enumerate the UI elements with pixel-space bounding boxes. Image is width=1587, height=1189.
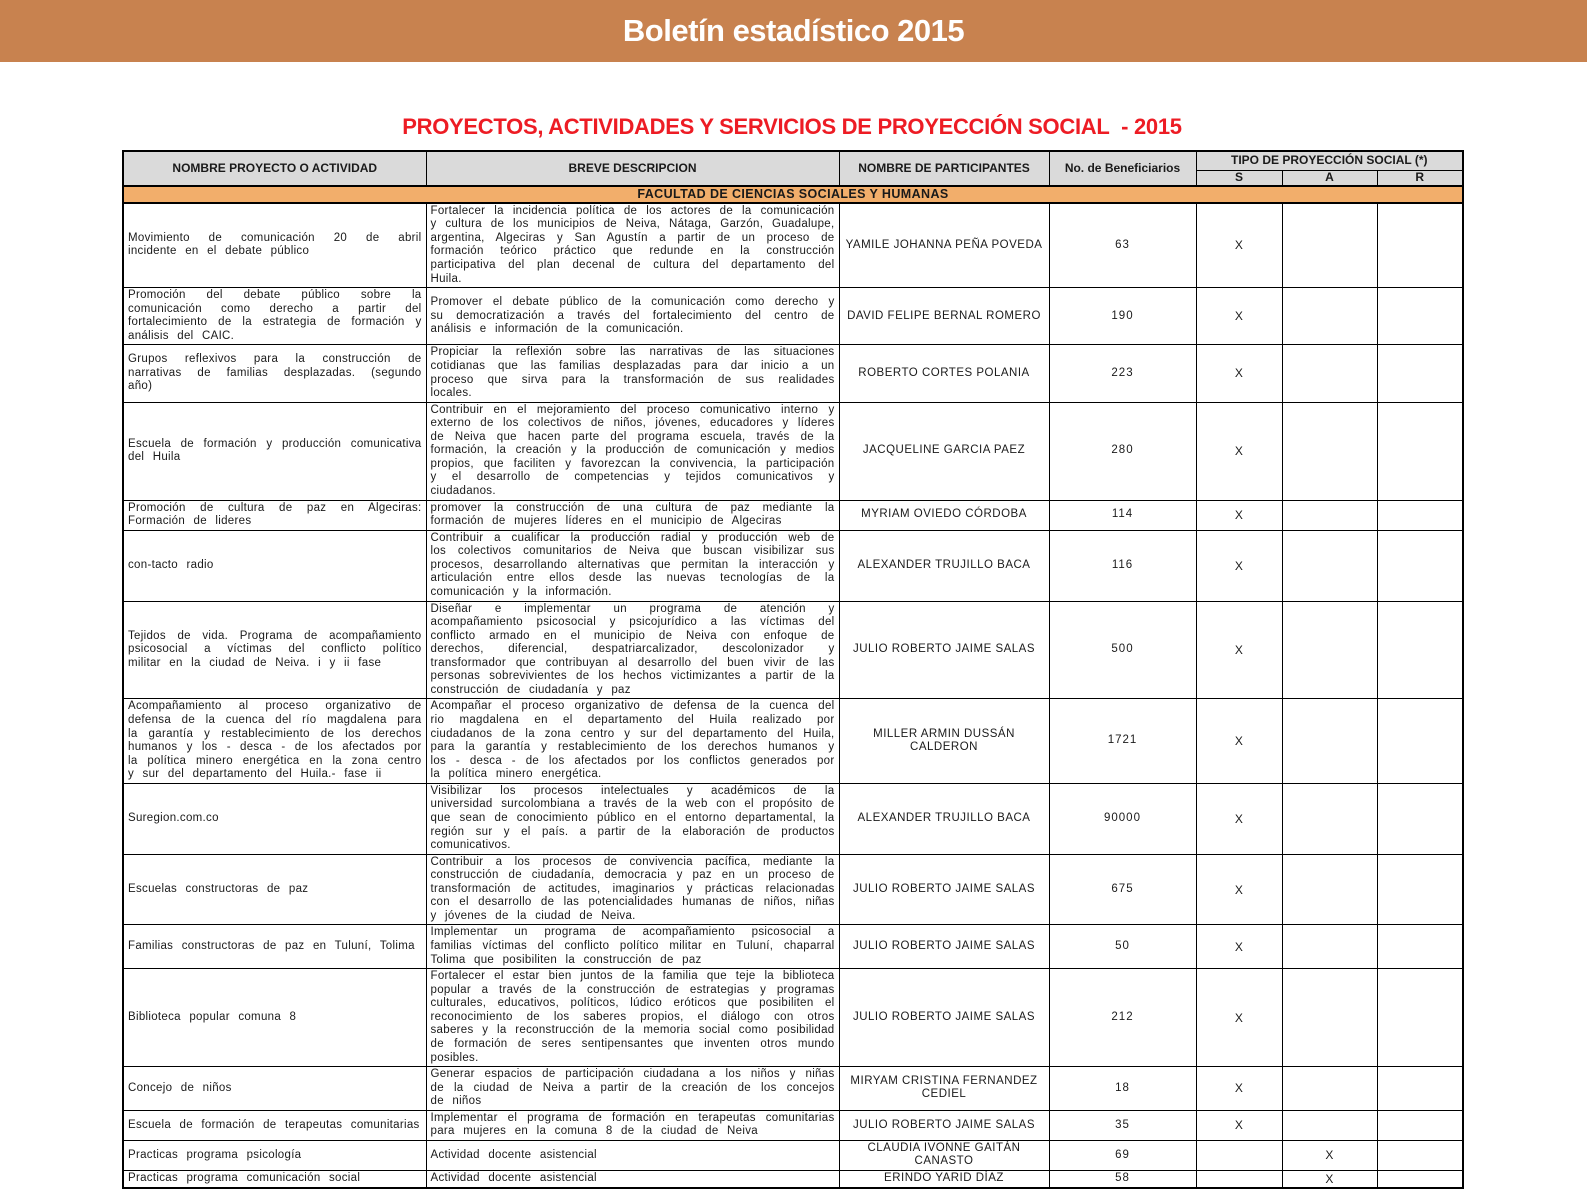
- tipo-a-cell: [1282, 1067, 1377, 1111]
- tipo-a-cell: [1282, 699, 1377, 783]
- tipo-s-cell: X: [1196, 783, 1282, 854]
- tipo-s-cell: X: [1196, 345, 1282, 402]
- table-row: [123, 601, 1463, 699]
- tipo-s-cell: X: [1196, 1067, 1282, 1111]
- participants-cell: ERINDO YARID DÍAZ: [839, 1171, 1049, 1189]
- project-cell: Familias constructoras de paz en Tuluní, Tolima: [123, 925, 426, 969]
- col-header-r: R: [1377, 170, 1463, 186]
- table-body: [123, 186, 1463, 1188]
- participants-cell: JACQUELINE GARCIA PAEZ: [839, 402, 1049, 500]
- tipo-r-cell: [1377, 1110, 1463, 1140]
- description-cell: Propiciar la reflexión sobre las narrativas de las situaciones cotidianas que las familias desplazadas para dar inicio a un proceso que sirva para la transformación de sus realidades locales.: [426, 345, 839, 402]
- tipo-a-cell: [1282, 925, 1377, 969]
- tipo-a-cell: [1282, 203, 1377, 288]
- description-cell: Contribuir a cualificar la producción radial y producción web de los colectivos comunitarios de Neiva que buscan visibilizar sus procesos, desarrollando alternativas que permitan la interacción y articulación entre ellos desde las nuevas tecnologías de la comunicación y la información.: [426, 530, 839, 601]
- table-row: [123, 1067, 1463, 1111]
- table-row: [123, 530, 1463, 601]
- tipo-a-cell: X: [1282, 1171, 1377, 1189]
- section-title: FACULTAD DE CIENCIAS SOCIALES Y HUMANAS: [123, 186, 1463, 203]
- participants-cell: ALEXANDER TRUJILLO BACA: [839, 783, 1049, 854]
- description-cell: Generar espacios de participación ciudadana a los niños y niñas de la ciudad de Neiva a partir de la creación de los concejos de niños: [426, 1067, 839, 1111]
- section-row: [123, 186, 1463, 203]
- tipo-a-cell: [1282, 854, 1377, 925]
- col-header-project: NOMBRE PROYECTO O ACTIVIDAD: [123, 151, 426, 186]
- tipo-r-cell: [1377, 288, 1463, 345]
- tipo-s-cell: X: [1196, 969, 1282, 1067]
- participants-cell: MYRIAM OVIEDO CÓRDOBA: [839, 500, 1049, 530]
- beneficiaries-cell: 18: [1049, 1067, 1196, 1111]
- participants-cell: DAVID FELIPE BERNAL ROMERO: [839, 288, 1049, 345]
- tipo-a-cell: [1282, 969, 1377, 1067]
- participants-cell: JULIO ROBERTO JAIME SALAS: [839, 1110, 1049, 1140]
- project-cell: Promoción del debate público sobre la comunicación como derecho a partir del fortalecimiento de la estrategia de formación y análisis del CAIC.: [123, 288, 426, 345]
- project-cell: Escuelas constructoras de paz: [123, 854, 426, 925]
- tipo-r-cell: [1377, 854, 1463, 925]
- beneficiaries-cell: 1721: [1049, 699, 1196, 783]
- tipo-a-cell: [1282, 783, 1377, 854]
- tipo-a-cell: [1282, 402, 1377, 500]
- description-cell: Implementar un programa de acompañamiento psicosocial a familias víctimas del conflicto político militar en Tuluní, chaparral Tolima que posibiliten la construcción de paz: [426, 925, 839, 969]
- beneficiaries-cell: 190: [1049, 288, 1196, 345]
- tipo-r-cell: [1377, 500, 1463, 530]
- tipo-a-cell: [1282, 500, 1377, 530]
- tipo-r-cell: [1377, 530, 1463, 601]
- tipo-r-cell: [1377, 925, 1463, 969]
- table-row: [123, 783, 1463, 854]
- beneficiaries-cell: 116: [1049, 530, 1196, 601]
- col-header-participants: NOMBRE DE PARTICIPANTES: [839, 151, 1049, 186]
- beneficiaries-cell: 69: [1049, 1140, 1196, 1170]
- project-cell: Grupos reflexivos para la construcción de narrativas de familias desplazadas. (segundo año): [123, 345, 426, 402]
- table-row: [123, 699, 1463, 783]
- tipo-r-cell: [1377, 1067, 1463, 1111]
- tipo-r-cell: [1377, 783, 1463, 854]
- table-row: [123, 500, 1463, 530]
- project-cell: con-tacto radio: [123, 530, 426, 601]
- table-row: [123, 1171, 1463, 1189]
- col-header-description: BREVE DESCRIPCION: [426, 151, 839, 186]
- col-header-a: A: [1282, 170, 1377, 186]
- project-cell: Escuela de formación de terapeutas comunitarias: [123, 1110, 426, 1140]
- col-header-beneficiaries: No. de Beneficiarios: [1049, 151, 1196, 186]
- description-cell: Implementar el programa de formación en terapeutas comunitarias para mujeres en la comuna 8 de la ciudad de Neiva: [426, 1110, 839, 1140]
- project-cell: Practicas programa psicología: [123, 1140, 426, 1170]
- tipo-a-cell: X: [1282, 1140, 1377, 1170]
- table-row: [123, 345, 1463, 402]
- table-row: [123, 1110, 1463, 1140]
- participants-cell: JULIO ROBERTO JAIME SALAS: [839, 854, 1049, 925]
- project-cell: Acompañamiento al proceso organizativo de defensa de la cuenca del río magdalena para la garantía y restablecimiento de los derechos humanos y los - desca - de los afectados por la política minero energética en la zona centro y sur del departamento del Huila.- fase ii: [123, 699, 426, 783]
- beneficiaries-cell: 58: [1049, 1171, 1196, 1189]
- description-cell: Fortalecer la incidencia política de los actores de la comunicación y cultura de los municipios de Neiva, Nátaga, Garzón, Guadalupe, argentina, Algeciras y San Agustín a partir de un proceso de formación teórico práctico que redunde en la construcción participativa del plan decenal de cultura del departamento del Huila.: [426, 203, 839, 288]
- beneficiaries-cell: 63: [1049, 203, 1196, 288]
- participants-cell: JULIO ROBERTO JAIME SALAS: [839, 601, 1049, 699]
- project-cell: Suregion.com.co: [123, 783, 426, 854]
- description-cell: Contribuir a los procesos de convivencia pacífica, mediante la construcción de ciudadanía, democracia y paz en un proceso de transformación de actitudes, imaginarios y prácticas relacionadas con el desarrollo de las potencialidades humanas de niños, niñas y jóvenes de la ciudad de Neiva.: [426, 854, 839, 925]
- banner-title: Boletín estadístico 2015: [622, 13, 965, 48]
- participants-cell: JULIO ROBERTO JAIME SALAS: [839, 969, 1049, 1067]
- tipo-s-cell: X: [1196, 500, 1282, 530]
- tipo-s-cell: X: [1196, 530, 1282, 601]
- description-cell: Acompañar el proceso organizativo de defensa de la cuenca del rio magdalena en el departamento del Huila realizado por ciudadanos de la zona centro y sur del departamento del Huila, para la garantía y restablecimiento de los derechos humanos y los - desca - de los afectados por los conflictos generados por la política minero energética.: [426, 699, 839, 783]
- tipo-r-cell: [1377, 1171, 1463, 1189]
- table-row: [123, 288, 1463, 345]
- project-cell: Concejo de niños: [123, 1067, 426, 1111]
- description-cell: promover la construcción de una cultura de paz mediante la formación de mujeres líderes en el municipio de Algeciras: [426, 500, 839, 530]
- project-cell: Promoción de cultura de paz en Algeciras: Formación de lideres: [123, 500, 426, 530]
- tipo-r-cell: [1377, 1140, 1463, 1170]
- description-cell: Actividad docente asistencial: [426, 1171, 839, 1189]
- beneficiaries-cell: 35: [1049, 1110, 1196, 1140]
- table-row: [123, 402, 1463, 500]
- description-cell: Fortalecer el estar bien juntos de la familia que teje la biblioteca popular a través de la construcción de estrategias y programas culturales, educativos, políticos, lúdico eróticos que posibiliten el reconocimiento de los saberes propios, el diálogo con otros saberes y la reconstrucción de la memoria social como posibilidad de formación de seres sentipensantes que inventen otros mundo posibles.: [426, 969, 839, 1067]
- tipo-s-cell: X: [1196, 699, 1282, 783]
- table-row: [123, 1140, 1463, 1170]
- tipo-s-cell: X: [1196, 854, 1282, 925]
- tipo-r-cell: [1377, 203, 1463, 288]
- project-cell: Escuela de formación y producción comunicativa del Huila: [123, 402, 426, 500]
- tipo-a-cell: [1282, 530, 1377, 601]
- beneficiaries-cell: 500: [1049, 601, 1196, 699]
- beneficiaries-cell: 223: [1049, 345, 1196, 402]
- tipo-s-cell: [1196, 1171, 1282, 1189]
- participants-cell: JULIO ROBERTO JAIME SALAS: [839, 925, 1049, 969]
- beneficiaries-cell: 280: [1049, 402, 1196, 500]
- tipo-r-cell: [1377, 345, 1463, 402]
- participants-cell: MILLER ARMIN DUSSÁN CALDERON: [839, 699, 1049, 783]
- description-cell: Promover el debate público de la comunicación como derecho y su democratización a través del fortalecimiento del centro de análisis e información de la comunicación.: [426, 288, 839, 345]
- tipo-s-cell: X: [1196, 1110, 1282, 1140]
- table-row: [123, 925, 1463, 969]
- page-title: PROYECTOS, ACTIVIDADES Y SERVICIOS DE PROYECCIÓN SOCIAL - 2015: [402, 114, 1182, 139]
- tipo-s-cell: X: [1196, 203, 1282, 288]
- tipo-s-cell: X: [1196, 925, 1282, 969]
- participants-cell: ALEXANDER TRUJILLO BACA: [839, 530, 1049, 601]
- description-cell: Visibilizar los procesos intelectuales y académicos de la universidad surcolombiana a través de la web con el propósito de que sean de conocimiento público en el entorno departamental, la región sur y el país. a partir de la elaboración de productos comunicativos.: [426, 783, 839, 854]
- beneficiaries-cell: 50: [1049, 925, 1196, 969]
- tipo-a-cell: [1282, 288, 1377, 345]
- beneficiaries-cell: 90000: [1049, 783, 1196, 854]
- col-header-tipo-proyeccion: TIPO DE PROYECCIÓN SOCIAL (*): [1196, 151, 1463, 170]
- project-cell: Practicas programa comunicación social: [123, 1171, 426, 1189]
- tipo-a-cell: [1282, 345, 1377, 402]
- beneficiaries-cell: 212: [1049, 969, 1196, 1067]
- tipo-a-cell: [1282, 1110, 1377, 1140]
- participants-cell: MIRYAM CRISTINA FERNANDEZ CEDIEL: [839, 1067, 1049, 1111]
- top-banner: [0, 0, 1587, 62]
- table-row: [123, 969, 1463, 1067]
- table-header: [123, 151, 1463, 186]
- col-header-s: S: [1196, 170, 1282, 186]
- description-cell: Actividad docente asistencial: [426, 1140, 839, 1170]
- participants-cell: ROBERTO CORTES POLANIA: [839, 345, 1049, 402]
- page-content: [122, 114, 1462, 1189]
- tipo-s-cell: [1196, 1140, 1282, 1170]
- participants-cell: YAMILE JOHANNA PEÑA POVEDA: [839, 203, 1049, 288]
- tipo-s-cell: X: [1196, 288, 1282, 345]
- tipo-r-cell: [1377, 699, 1463, 783]
- beneficiaries-cell: 114: [1049, 500, 1196, 530]
- participants-cell: CLAUDIA IVONNE GAITÁN CANASTO: [839, 1140, 1049, 1170]
- tipo-s-cell: X: [1196, 402, 1282, 500]
- tipo-a-cell: [1282, 601, 1377, 699]
- tipo-r-cell: [1377, 601, 1463, 699]
- project-cell: Tejidos de vida. Programa de acompañamiento psicosocial a víctimas del conflicto político militar en la ciudad de Neiva. i y ii fase: [123, 601, 426, 699]
- project-cell: Biblioteca popular comuna 8: [123, 969, 426, 1067]
- project-cell: Movimiento de comunicación 20 de abril incidente en el debate público: [123, 203, 426, 288]
- tipo-s-cell: X: [1196, 601, 1282, 699]
- table-row: [123, 203, 1463, 288]
- tipo-r-cell: [1377, 969, 1463, 1067]
- tipo-r-cell: [1377, 402, 1463, 500]
- projects-table: [122, 150, 1464, 1189]
- description-cell: Contribuir en el mejoramiento del proceso comunicativo interno y externo de los colectivos de niños, jóvenes, educadores y líderes de Neiva que hacen parte del programa escuela, través de la formación, la creación y la producción de comunicación y medios propios, que faciliten y favorezcan la convivencia, la participación y el desarrollo de competencias y tejidos comunicativos y ciudadanos.: [426, 402, 839, 500]
- description-cell: Diseñar e implementar un programa de atención y acompañamiento psicosocial y psicojurídico a las víctimas del conflicto armado en el municipio de Neiva con enfoque de derechos, diferencial, despatriarcalizador, descolonizador y transformador que contribuyan al desarrollo del buen vivir de las personas sobrevivientes de los hechos victimizantes a partir de la construcción de ciudadanía y paz: [426, 601, 839, 699]
- beneficiaries-cell: 675: [1049, 854, 1196, 925]
- table-row: [123, 854, 1463, 925]
